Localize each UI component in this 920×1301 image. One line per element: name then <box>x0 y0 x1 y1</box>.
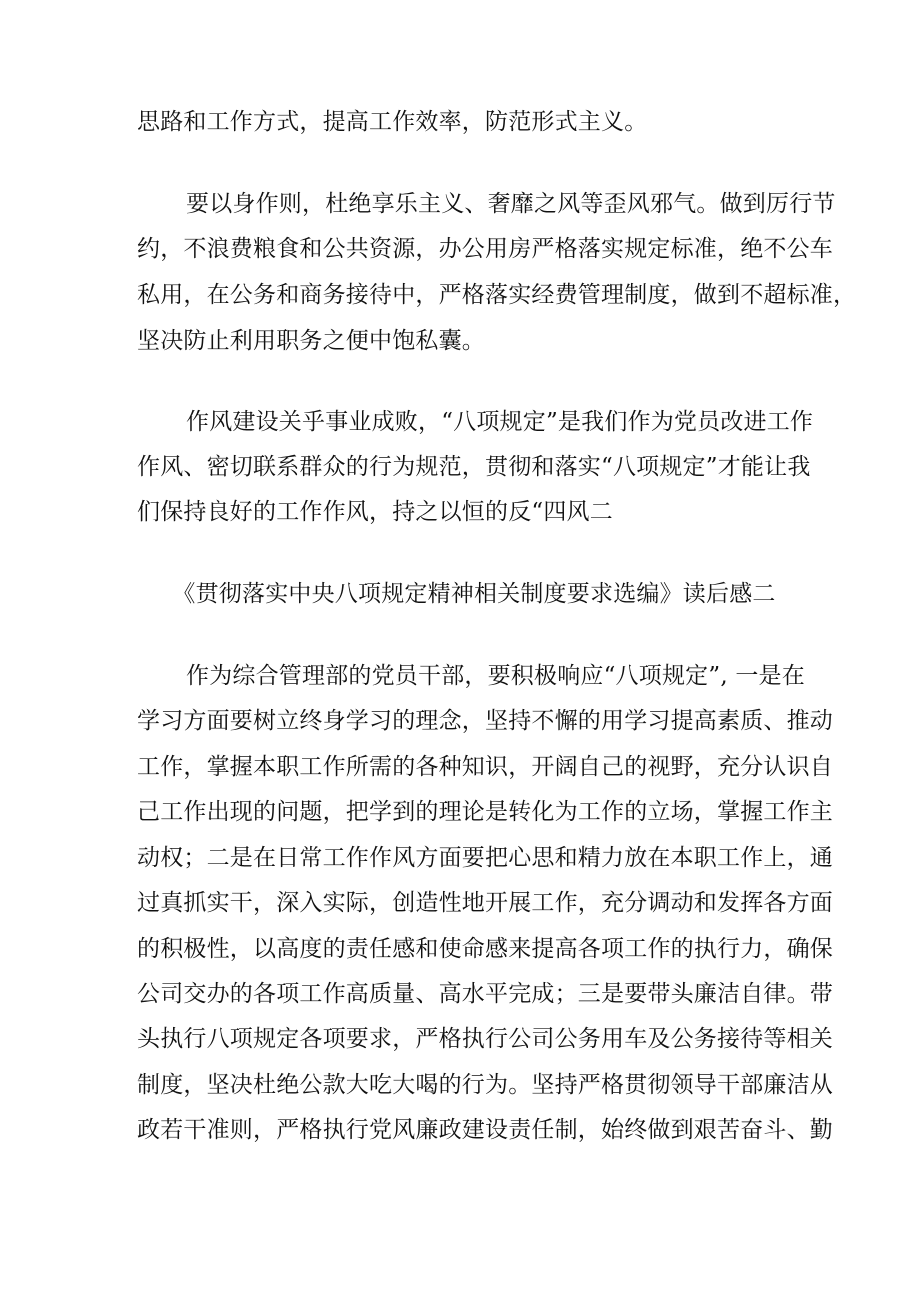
paragraph-4-line-2: 学习方面要树立终身学习的理念，坚持不懈的用学习提高素质、推动 <box>137 708 833 734</box>
paragraph-2-line-2: 约，不浪费粮食和公共资源，办公用房严格落实规定标准，绝不公车 <box>137 236 833 262</box>
paragraph-4-line-10: 制度，坚决杜绝公款大吃大喝的行为。坚持严格贯彻领导干部廉洁从 <box>137 1072 833 1098</box>
paragraph-4-line-4: 己工作出现的问题，把学到的理论是转化为工作的立场，掌握工作主 <box>137 799 833 825</box>
paragraph-4-line-3: 工作，掌握本职工作所需的各种知识，开阔自己的视野，充分认识自 <box>137 754 833 780</box>
paragraph-3-line-2: 作风、密切联系群众的行为规范，贯彻和落实“八项规定”才能让我 <box>137 454 811 480</box>
section-title: 《贯彻落实中央八项规定精神相关制度要求选编》读后感二 <box>172 581 776 607</box>
paragraph-4-line-7: 的积极性，以高度的责任感和使命感来提高各项工作的执行力，确保 <box>137 936 833 962</box>
paragraph-2-line-4: 坚决防止利用职务之便中饱私囊。 <box>137 328 485 354</box>
paragraph-4-line-9: 头执行八项规定各项要求，严格执行公司公务用车及公务接待等相关 <box>137 1026 833 1052</box>
paragraph-3-line-1: 作风建设关乎事业成败，“八项规定”是我们作为党员改进工作 <box>186 409 814 435</box>
paragraph-4-line-6: 过真抓实干，深入实际，创造性地开展工作，充分调动和发挥各方面 <box>137 890 833 916</box>
paragraph-4-line-11: 政若干准则，严格执行党风廉政建设责任制，始终做到艰苦奋斗、勤 <box>137 1117 833 1143</box>
paragraph-4-line-1: 作为综合管理部的党员干部，要积极响应“八项规定”, 一是在 <box>186 663 805 689</box>
paragraph-3-line-3: 们保持良好的工作作风，持之以恒的反“四风二 <box>137 499 613 525</box>
paragraph-1-line-1: 思路和工作方式，提高工作效率，防范形式主义。 <box>137 109 648 135</box>
paragraph-2-line-1: 要以身作则，杜绝享乐主义、奢靡之风等歪风邪气。做到厉行节 <box>186 191 836 217</box>
paragraph-4-line-5: 动权；二是在日常工作作风方面要把心思和精力放在本职工作上，通 <box>137 845 833 871</box>
paragraph-4-line-8: 公司交办的各项工作高质量、高水平完成；三是要带头廉洁自律。带 <box>137 981 833 1007</box>
paragraph-2-line-3: 私用，在公务和商务接待中，严格落实经费管理制度，做到不超标准， <box>137 282 857 308</box>
